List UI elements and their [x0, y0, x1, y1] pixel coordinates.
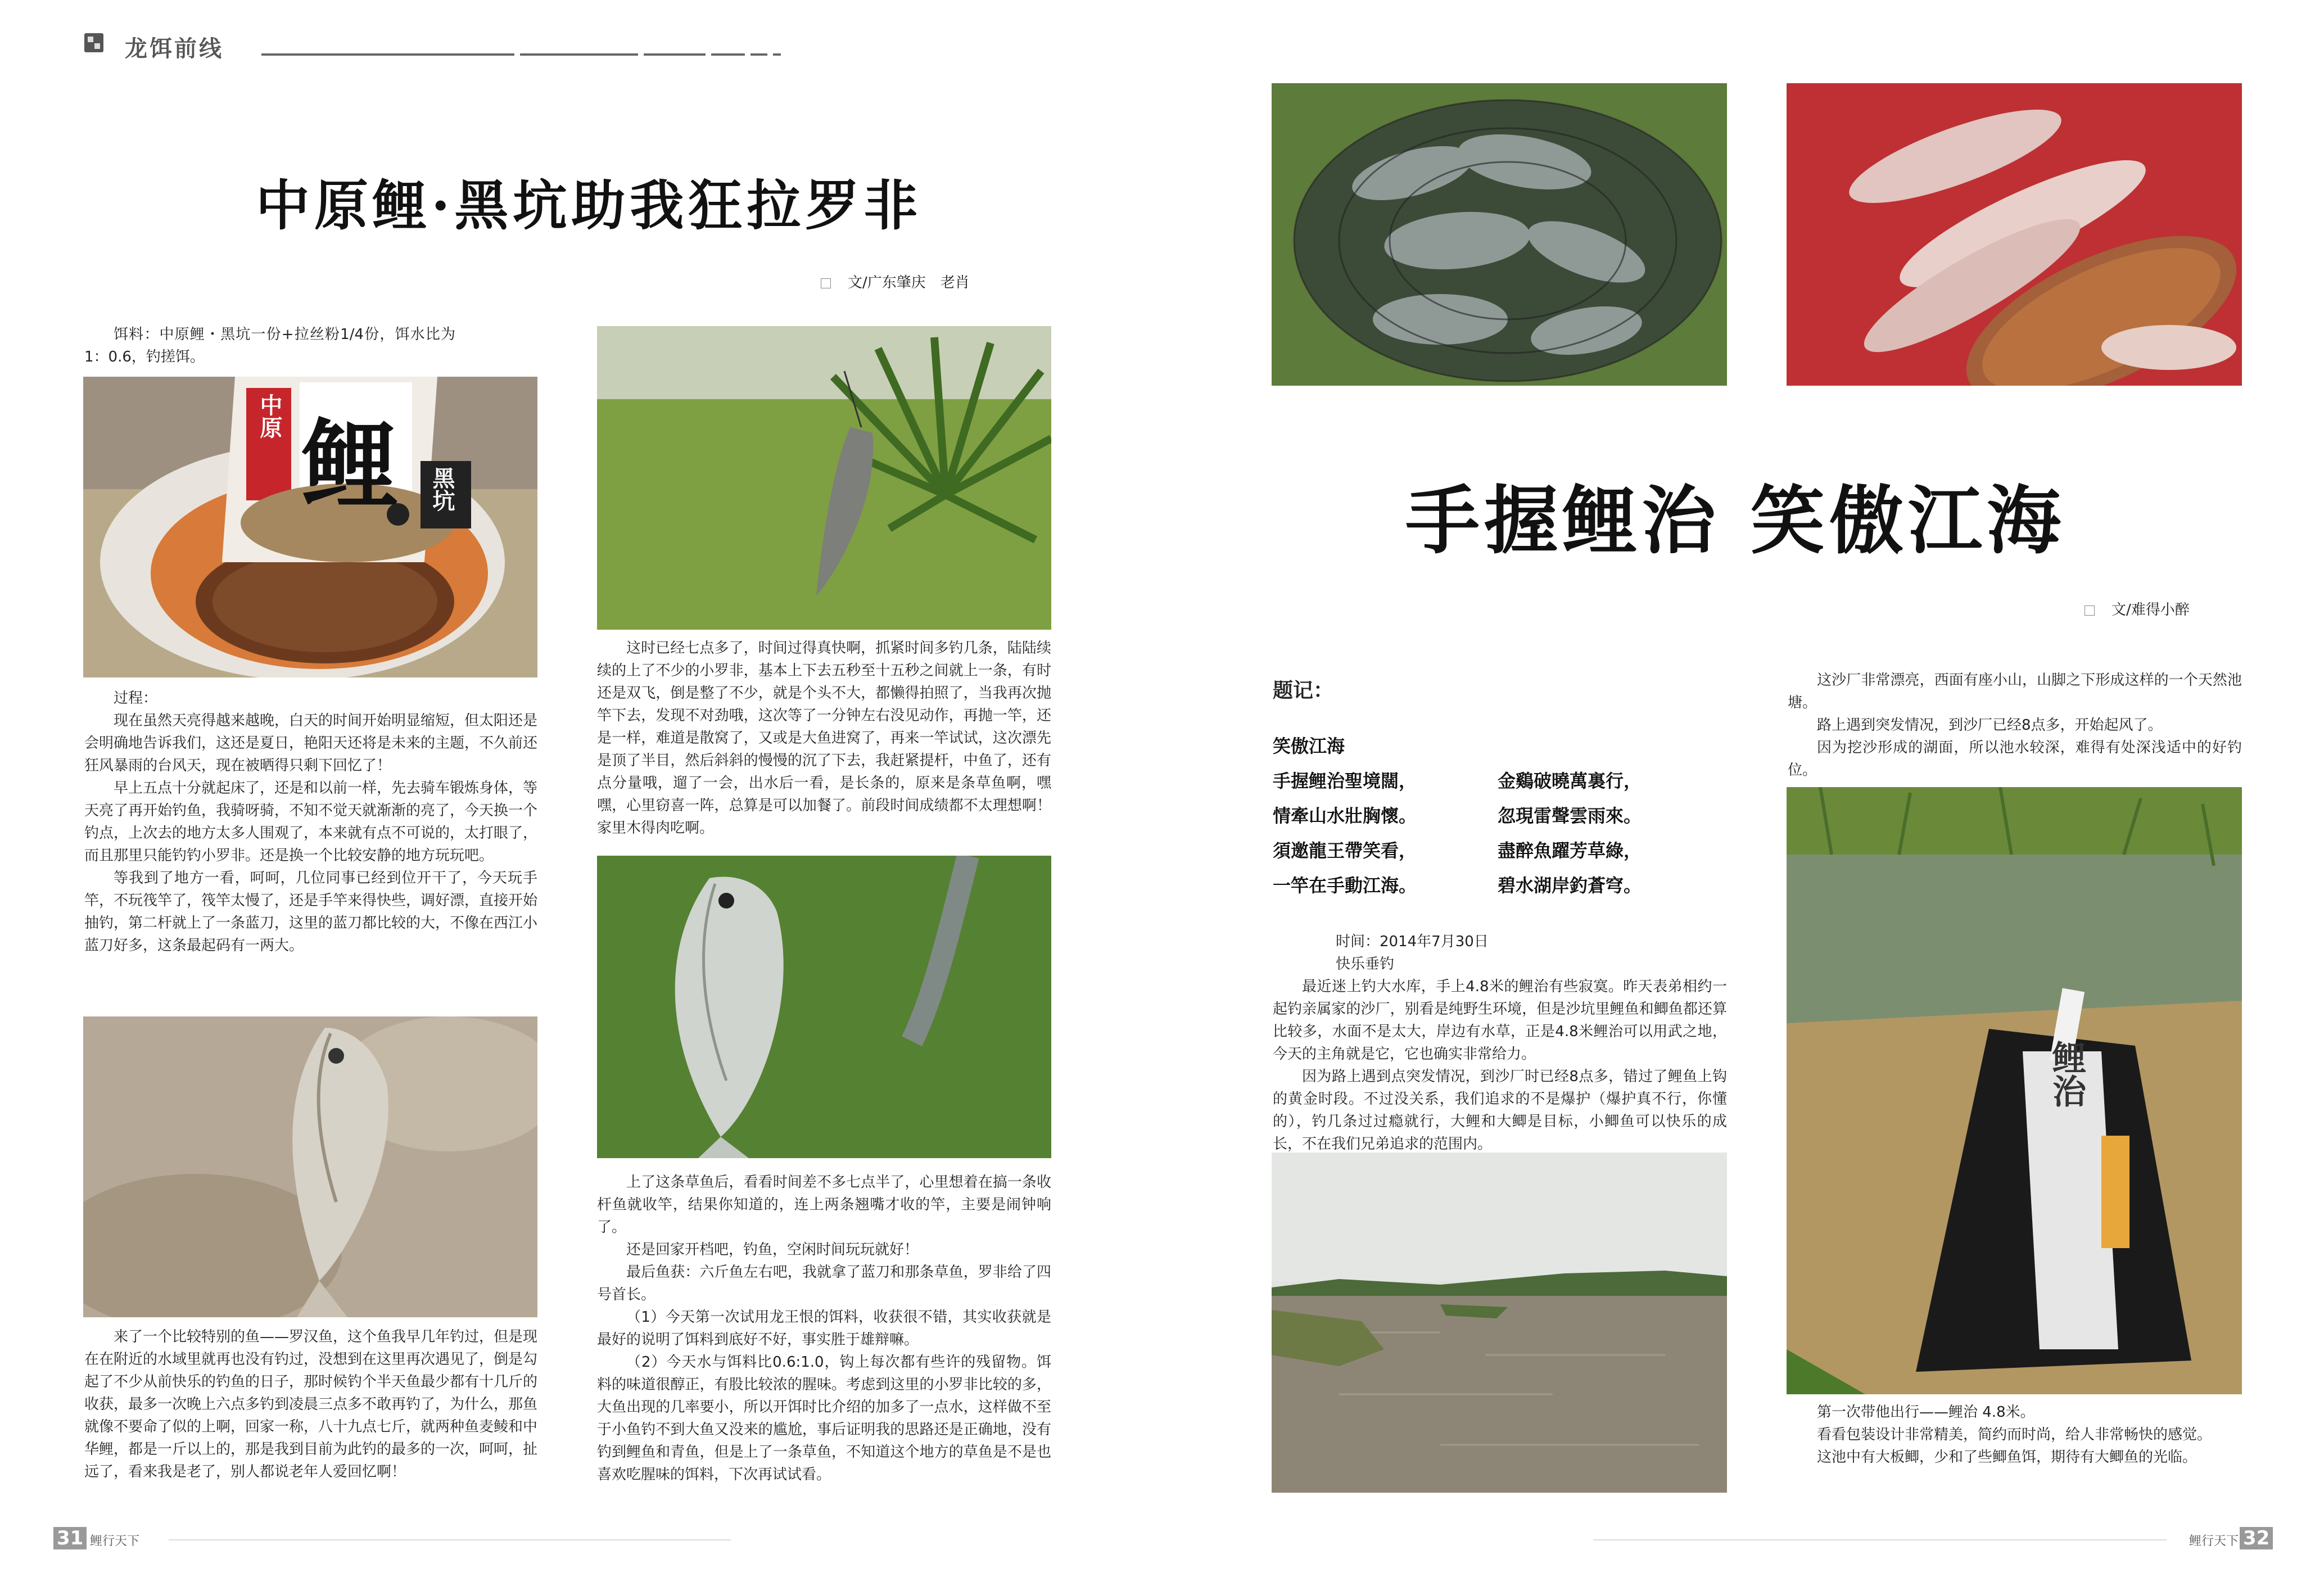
right-col2-bottom-text: 第一次带他出行——鲤治 4.8米。 看看包装设计非常精美，简约而时尚，给人非常畅快的感觉。 这池中有大板鲫，少和了些鲫鱼饵，期待有大鲫鱼的光临。 — [1817, 1404, 2212, 1466]
bait-intro: 饵料：中原鲤・黑坑一份+拉丝粉1/4份，饵水比为1：0.6，钓搓饵。 — [84, 326, 455, 365]
tilapia-palm-photo — [597, 326, 1051, 630]
page-number-left: 31 — [53, 1527, 87, 1549]
poem-line: 情牽山水壯胸懷。 忽現雷聲雲雨來。 — [1273, 805, 1642, 826]
poem-line: 手握鲤治聖境闊， 金鷄破曉萬裏行， — [1273, 770, 1642, 792]
tiji-label: 题记： — [1273, 679, 1334, 702]
footer-rule-left — [169, 1539, 731, 1540]
poem-line: 須邀龍王帶笑看， 盡醉魚躍芳草綠， — [1273, 840, 1642, 861]
footer-mag-name-left: 鲤行天下 — [90, 1534, 140, 1548]
lake-photo — [1272, 1153, 1727, 1493]
rod-bag-label: 鲤治 — [2047, 1040, 2086, 1108]
luohan-fish-photo — [83, 1016, 537, 1317]
header-rule — [261, 53, 514, 56]
bait-bag-photo — [83, 377, 537, 677]
section-icon — [84, 33, 103, 52]
footer-rule-right — [1593, 1539, 2167, 1540]
byline-box-icon-2 — [2085, 606, 2095, 616]
poem — [1273, 729, 1722, 903]
poem-line: 一竿在手動江海。 碧水湖岸釣蒼穹。 — [1273, 875, 1642, 896]
left-col2-bottom-text: 上了这条草鱼后，看看时间差不多七点半了，心里想着在搞一条收杆鱼就收竿，结果你知道的，连上两条翘嘴才收的竿，主要是闹钟响了。 还是回家开档吧，钓鱼，空闲时间玩玩就好！ 最后鱼获：六斤鱼左右吧，我就拿了蓝刀和那条草鱼，罗非给了四号首长。 （1）今天第一次试用龙王恨的饵料，收获很不错，其实收获就是最好的说明了饵料到底好不好，事实胜于雄辩嘛。 （2）今天水与饵料比0.6:1.0，钩上每次都有些许的残留物。饵料的味道很醇正，有股比较浓的腥味。考虑到这里的小罗非比较的多，大鱼出现的几率要小，所以开饵时比介绍的加多了一点水，这样做不至于小鱼钓不到大鱼又没来的尴尬，事后证明我的思路还是正确地，没有钓到鲤鱼和青鱼，但是上了一条草鱼，不知道这个地方的草鱼是不是也喜欢吃腥味的饵料，下次再试试看。 — [597, 1174, 1051, 1483]
left-byline: 文/广东肇庆 老肖 — [821, 271, 970, 292]
page-number-right: 32 — [2240, 1527, 2273, 1549]
poem-title: 笑傲江海 — [1273, 735, 1345, 757]
header-rule-2 — [520, 53, 638, 56]
header-rule-5 — [750, 53, 767, 56]
header-rule-4 — [711, 53, 745, 56]
right-article-title: 手握鲤治 笑傲江海 — [1405, 477, 2065, 564]
right-col2-top-text: 这沙厂非常漂亮，西面有座小山，山脚之下形成这样的一个天然池塘。 路上遇到突发情况，到沙厂已经8点多，开始起风了。 因为挖沙形成的湖面，所以池水较深，难得有处深浅适中的好钓位。 — [1788, 672, 2242, 779]
keepnet-fish-photo — [1272, 83, 1727, 386]
bait-bag-brand-big: 鲤 — [302, 409, 399, 521]
right-byline: 文/难得小醉 — [2085, 598, 2190, 619]
page-header — [84, 31, 787, 62]
header-rule-3 — [644, 53, 706, 56]
right-col1-text: 时间：2014年7月30日 快乐垂钓 最近迷上钓大水库，手上4.8米的鲤治有些寂寞。昨天表弟相约一起钓亲属家的沙厂，别看是纯野生环境，但是沙坑里鲤鱼和鲫鱼都还算比较多，水面不是太大，岸边有水草，正是4.8米鲤治可以用武之地，今天的主角就是它，它也确实非常给力。 因为路上遇到点突发情况，到沙厂时已经8点多，错过了鲤鱼上钩的黄金时段。不过没关系，我们追求的不是爆护（爆护真不行，你懂的），钓几条过过瘾就行，大鲤和大鲫是目标，小鲫鱼可以快乐的成长，不在我们兄弟追求的范围内。 — [1273, 933, 1727, 1153]
left-article-title: 中原鲤·黑坑助我狂拉罗非 — [256, 174, 923, 237]
footer-left — [0, 1527, 731, 1549]
section-title: 龙饵前线 — [125, 36, 224, 62]
bait-bag-tag: 黑坑 — [429, 467, 455, 512]
grass-carp-photo — [597, 856, 1051, 1158]
left-col1-bottom-text: 来了一个比较特别的鱼——罗汉鱼，这个鱼我早几年钓过，但是现在在附近的水域里就再也没有钓过，没想到在这里再次遇见了，倒是勾起了不少从前快乐的钓鱼的日子，那时候钓个半天鱼最少都有十几斤的收获，最多一次晚上六点多钓到凌晨三点多不敢再钓了，为什么，那鱼就像不要命了似的上啊，回家一称，八十九点七斤，就两种鱼麦鲮和中华鲤，都是一斤以上的，那是我到目前为此钓的最多的一次，呵呵，扯远了，看来我是老了，别人都说老年人爱回忆啊！ — [84, 1329, 538, 1480]
red-bag-fish-photo — [1787, 83, 2242, 386]
footer-right — [1593, 1527, 2324, 1549]
left-col1-text: 过程： 现在虽然天亮得越来越晚，白天的时间开始明显缩短，但太阳还是会明确地告诉我们，这还是夏日，艳阳天还将是未来的主题，不久前还狂风暴雨的台风天，现在被晒得只剩下回忆了！ 早上五点十分就起床了，还是和以前一样，先去骑车锻炼身体，等天亮了再开始钓鱼，我骑呀骑，不知不觉天就渐渐的亮了，今天换一个钓点，上次去的地方太多人围观了，本来就有点不可说的，太打眼了，而且那里只能钓钓小罗非。还是换一个比较安静的地方玩玩吧。 等我到了地方一看，呵呵，几位同事已经到位开干了，今天玩手竿，不玩筏竿了，筏竿太慢了，还是手竿来得快些，调好漂，直接开始抽钓，第二杆就上了一条蓝刀，这里的蓝刀都比较的大，不像在西江小蓝刀好多，这条最起码有一两大。 — [84, 690, 538, 954]
footer-mag-name-right: 鲤行天下 — [2189, 1534, 2239, 1548]
header-rule-6 — [773, 53, 781, 56]
rod-bag-photo — [1787, 787, 2242, 1394]
bait-bag-brand-small: 中原 — [256, 394, 283, 439]
byline-box-icon — [821, 278, 831, 288]
left-col2-mid-text: 这时已经七点多了，时间过得真快啊，抓紧时间多钓几条，陆陆续续的上了不少的小罗非，基本上下去五秒至十五秒之间就上一条，有时还是双飞，倒是整了不少，就是个头不大，都懒得拍照了，当我再次抛竿下去，发现不对劲哦，这次等了一分钟左右没见动作，再抛一竿，还是一样，难道是散窝了，又或是大鱼进窝了，再来一竿试试，这次漂先是顶了半目，然后斜斜的慢慢的沉了下去，我赶紧提杆，中鱼了，还有点分量哦，遛了一会，出水后一看，是长条的，原来是条草鱼啊，嘿嘿，心里窃喜一阵，总算是可以加餐了。前段时间成绩都不太理想啊！家里木得肉吃啊。 — [597, 640, 1051, 837]
